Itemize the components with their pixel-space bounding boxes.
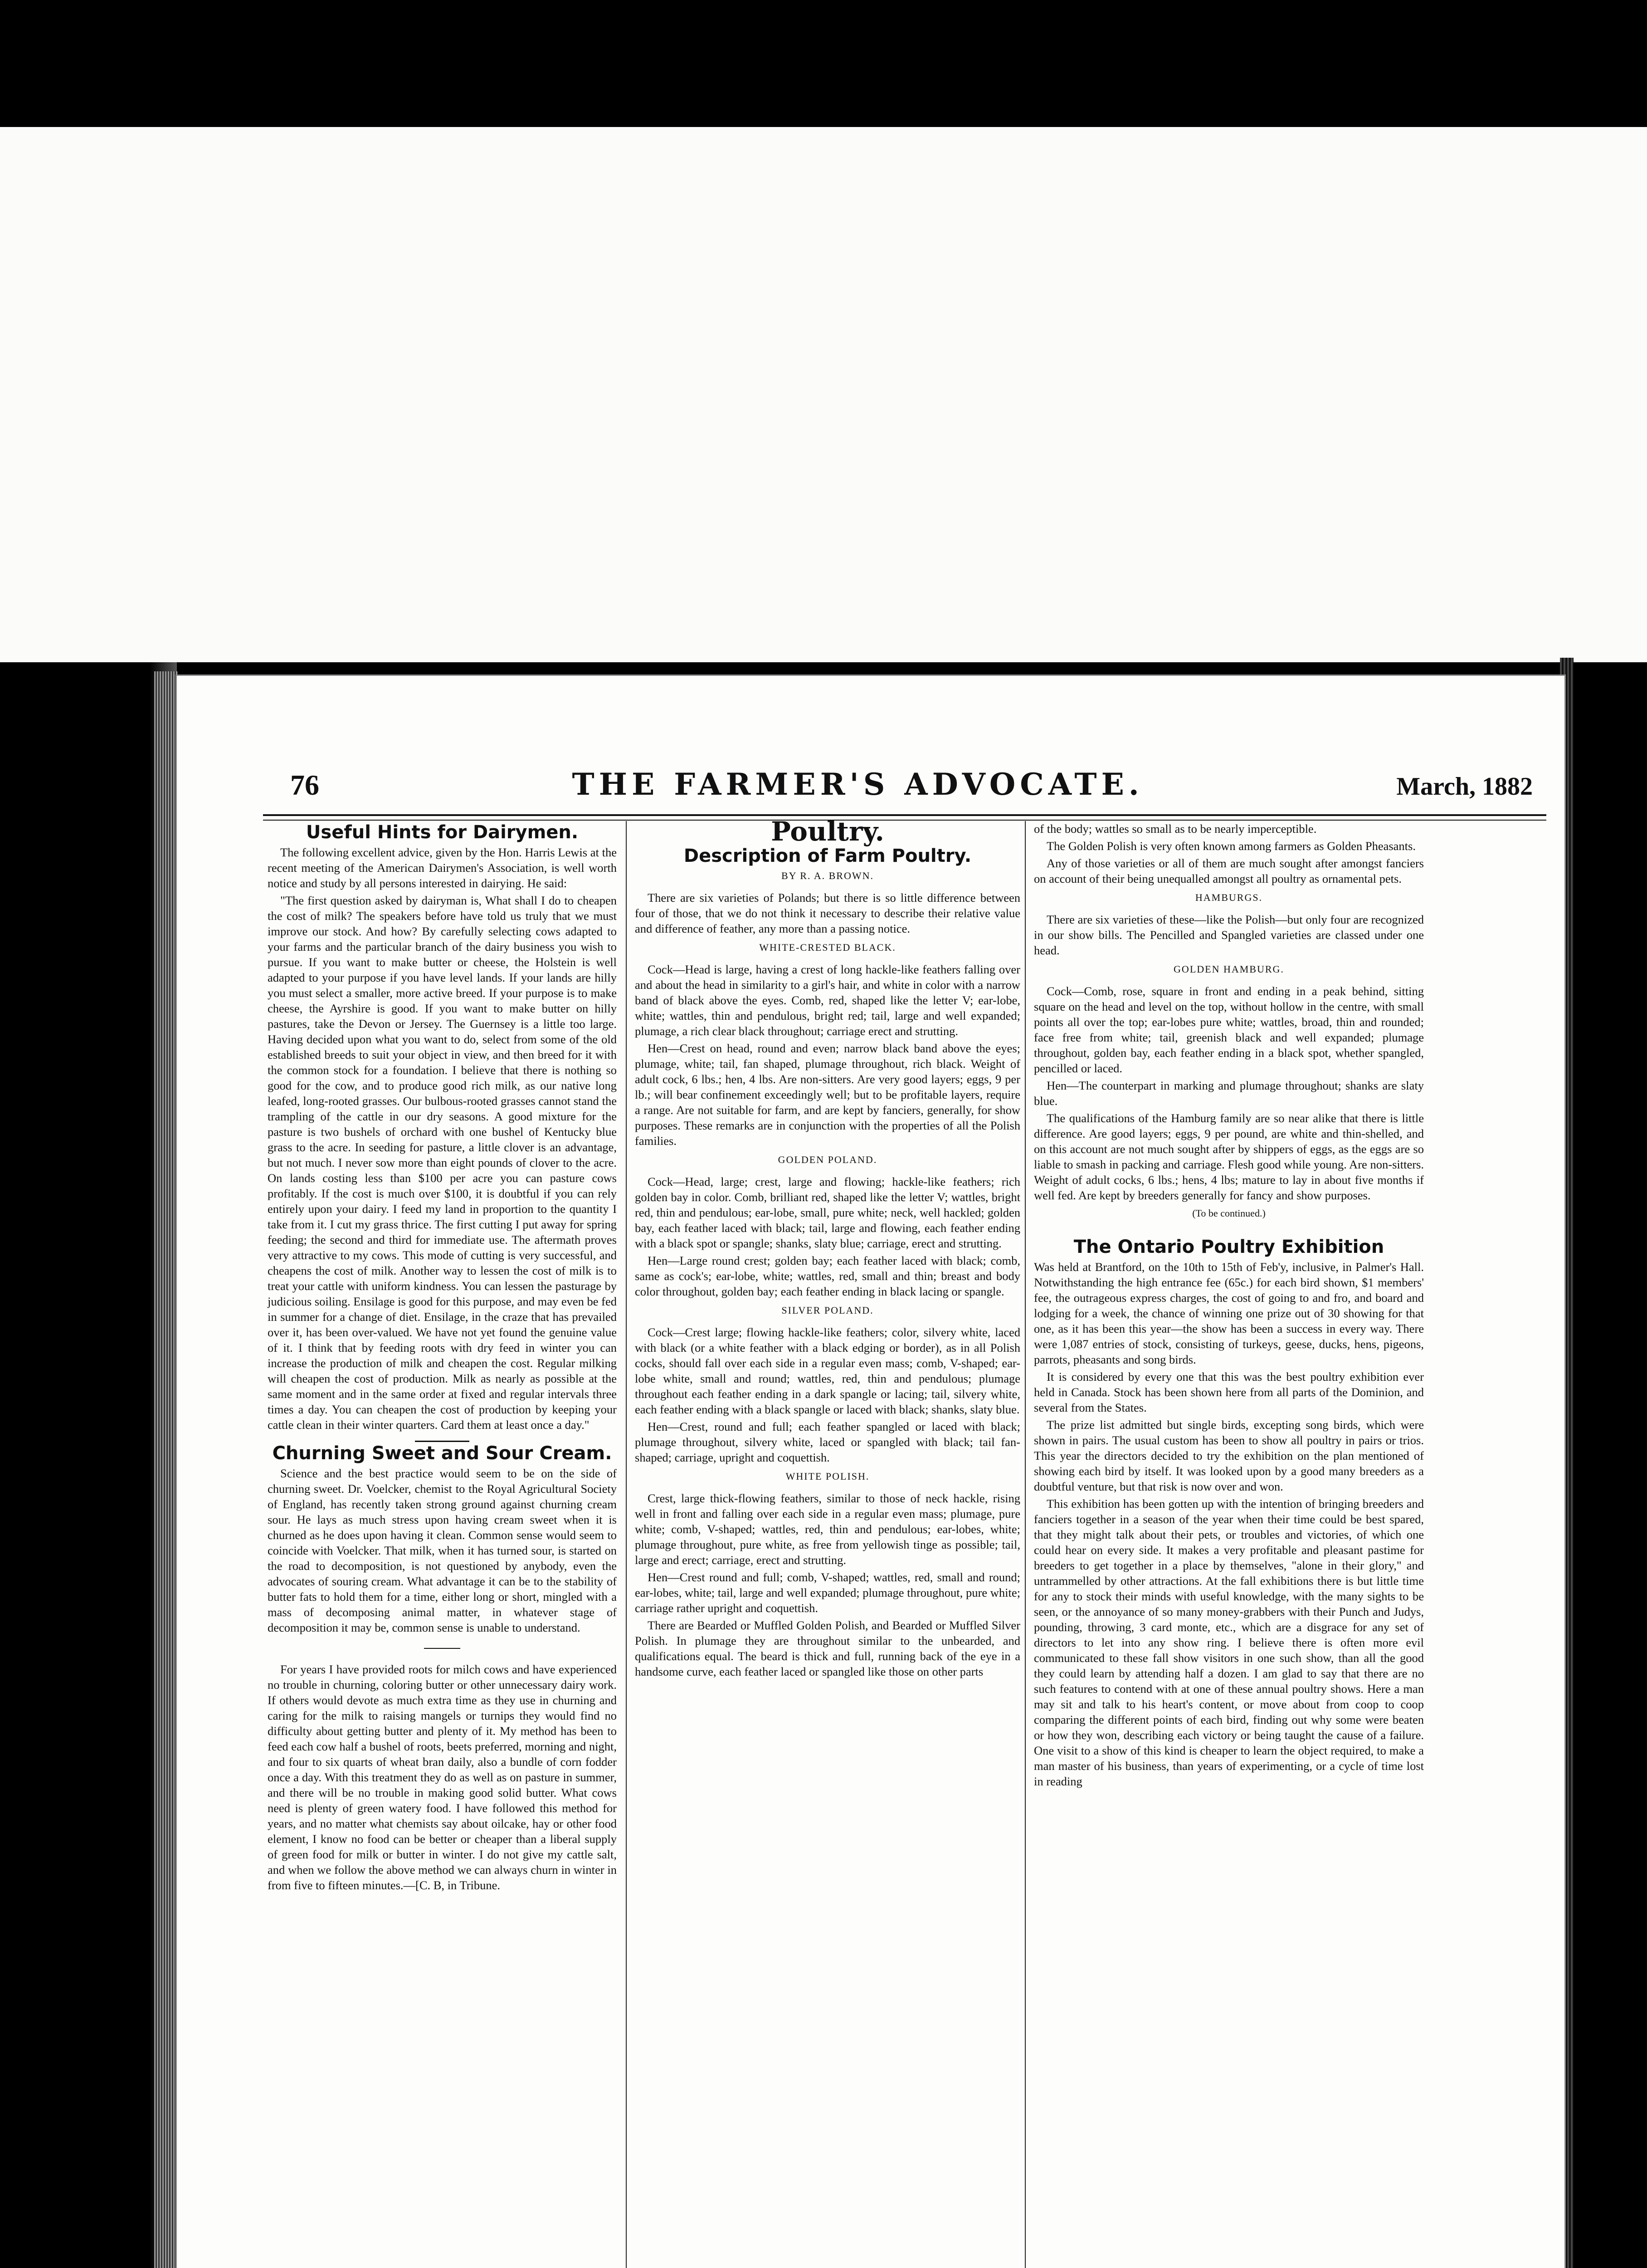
column-3 — [1034, 821, 1424, 1791]
scan-border-top — [0, 0, 1647, 127]
paragraph: Hen—Crest on head, round and even; narrow black band above the eyes; plumage, white; tail, fan shaped, plumage throughout, rich black. Weight of adult cock, 6 lbs.; hen, 4 lbs. Are non-sitters. Are very good layers; eggs, 9 per lb.; will bear confinement exceedingly well; but to be profitable layers, require a range. Are not suitable for farm, and are kept by fanciers, generally, for show purposes. These remarks are in conjunction with the properties of all the Polish families. — [635, 1041, 1020, 1148]
paragraph: Hen—Crest round and full; comb, V-shaped; wattles, red, small and round; ear-lobes, white; tail, large and well expanded; plumage throughout, pure white; carriage rather upright and coquettish. — [635, 1570, 1020, 1615]
paragraph: It is considered by every one that this was the best poultry exhibition ever held in Canada. Stock has been shown here from all parts of the Dominion, and several from the States. — [1034, 1370, 1424, 1414]
subheading: HAMBURGS. — [1195, 892, 1263, 903]
blank-flyleaf — [0, 127, 1647, 662]
continued-note: (To be continued.) — [1192, 1207, 1266, 1219]
paragraph: "The first question asked by dairyman is, What shall I do to cheapen the cost of milk? The speakers before have told us truly that we must improve our stock. And how? By carefully selecting cows adapted to your farms and the particular branch of the dairy business you wish to pursue. If you want to make butter or cheese, the Holstein is well adapted to your purpose if you have level lands. If your lands are hilly you must select a smaller, more active breed. If your purpose is to make cheese, the Ayrshire is good. If you want to make butter on hilly pastures, take the Devon or Jersey. The Guernsey is a little too large. Having decided upon what you want to do, select from some of the old established breeds to suit your object in view, and then breed for it with the common stock for a foundation. I believe that there is nothing so good for the cow, and to produce good rich milk, as our native long leafed, long-rooted grasses. Our bulbous-rooted grasses cannot stand the trampling of the cattle in our dry seasons. A good mixture for the pasture is two bushels of orchard with one bushel of Kentucky blue grass to the acre. In seeding for pasture, a little clover is an advantage, but not much. I never sow more than eight pounds of clover to the acre. On lands costing less than $100 per acre you can pasture cows profitably. If the cost is much over $100, it is doubtful if you can rely entirely upon your dairy. I feed my land in proportion to the quantity I take from it. I cut my grass thrice. The first cutting I put away for spring feeding; the second and third for immediate use. The aftermath proves very attractive to my cows. This mode of cutting is very successful, and cheapens the cost of milk. Another way to lessen the cost of milk is to treat your cattle with uniform kindness. You can lessen the pasturage by judicious soiling. Ensilage is good for this purpose, and may even be fed in summer for a change of diet. Ensilage, in the craze that has prevailed over it, has been over-valued. We have not yet found the genuine value of it. I think that by feeding roots with dry feed in winter you can increase the production of milk and cheapen the cost. Regular milking will cheapen the cost of production. Milk as nearly as possible at the same moment and in the same order at fixed and regular intervals three times a day. You can cheapen the cost of production by keeping your cattle clean in their winter quarters. Card them at least once a day." — [268, 894, 617, 1432]
subheading: WHITE-CRESTED BLACK. — [759, 942, 896, 953]
paragraph: There are six varieties of these—like the Polish—but only four are recognized in our show bills. The Pencilled and Spangled varieties are classed under one head. — [1034, 913, 1424, 957]
paragraph: There are Bearded or Muffled Golden Polish, and Bearded or Muffled Silver Polish. In plumage they are throughout similar to the unbearded, and qualifications equal. The beard is thick and full, running back of the eye in a handsome curve, each feather laced or spangled like those on other parts — [635, 1618, 1020, 1678]
paragraph: There are six varieties of Polands; but there is so little difference between four of those, that we do not think it necessary to describe their relative value and difference of feather, any more than a passing notice. — [635, 891, 1020, 935]
byline: BY R. A. BROWN. — [781, 870, 874, 881]
paragraph: Hen—The counterpart in marking and plumage throughout; shanks are slaty blue. — [1034, 1079, 1424, 1108]
issue-date: March, 1882 — [1396, 772, 1533, 801]
paragraph: The following excellent advice, given by the Hon. Harris Lewis at the recent meeting of the American Dairymen's Association, is well worth notice and study by all persons interested in dairying. He said: — [268, 846, 617, 890]
column-2 — [635, 816, 1020, 1681]
paragraph: The qualifications of the Hamburg family are so near alike that there is little difference. Are good layers; eggs, 9 per pound, are white and thin-shelled, and on this account are not much sought after by shippers of eggs, as the eggs are so liable to smash in packing and carriage. Flesh good while young. Are non-sitters. Weight of adult cocks, 6 lbs.; hens, 4 lbs; mature to lay in about five months if well fed. Are kept by breeders generally for fancy and show purposes. — [1034, 1111, 1424, 1202]
paragraph: The prize list admitted but single birds, excepting song birds, which were shown in pairs. The usual custom has been to show all poultry in pairs or trios. This year the directors decided to try the exhibition on the plan mentioned of showing each bird by itself. It was looked upon by a good many breeders as a doubtful venture, but that risk is now over and won. — [1034, 1418, 1424, 1493]
column-divider — [1025, 821, 1026, 2268]
subheading: SILVER POLAND. — [781, 1305, 874, 1316]
subheading: GOLDEN POLAND. — [778, 1154, 877, 1165]
divider — [424, 1648, 460, 1649]
section-title: Poultry. — [771, 816, 884, 847]
paragraph: Cock—Head, large; crest, large and flowing; hackle-like feathers; rich golden bay in color. Comb, brilliant red, shaped like the letter V; wattles, bright red, thin and pendulous; ear-lobe, small, pure white; neck, well hackled; golden bay, each feather laced with black; tail, large and flowing, each feather ending with a black spot or spangle; shanks, slaty blue; carriage, erect and strutting. — [635, 1175, 1020, 1250]
subheading: WHITE POLISH. — [785, 1471, 870, 1482]
divider — [415, 1441, 469, 1442]
paragraph: Hen—Crest, round and full; each feather spangled or laced with black; plumage throughout, silvery white, laced or spangled with black; tail fan-shaped; carriage, upright and coquettish. — [635, 1420, 1020, 1464]
paragraph: Cock—Crest large; flowing hackle-like feathers; color, silvery white, laced with black (or a white feather with a black edging or border), as in all Polish cocks, should fall over each side in a regular even mass; comb, V-shaped; ear-lobe white, small and round; wattles, red, thin and pendulous; plumage throughout each feather ending in a dark spangle or lacing; tail, silvery white, each feather ending with a black spangle or laced with black; shanks, slaty blue. — [635, 1325, 1020, 1416]
paragraph: The Golden Polish is very often known among farmers as Golden Pheasants. — [1047, 839, 1416, 853]
binding-edge — [154, 671, 178, 2268]
paragraph: Cock—Head is large, having a crest of long hackle-like feathers falling over and about the head in similarity to a girl's hair, and white in color with a narrow band of black above the eyes. Comb, red, shaped like the letter V; ear-lobe, white; wattles, thin and pendulous, bright red; tail, large and well expanded; plumage, a rich clear black throughout; carriage erect and strutting. — [635, 963, 1020, 1038]
column-1 — [268, 821, 617, 1895]
article-title: Description of Farm Poultry. — [683, 846, 972, 866]
article-title: Useful Hints for Dairymen. — [306, 822, 579, 843]
newspaper-page — [177, 676, 1564, 2268]
article-title: Churning Sweet and Sour Cream. — [272, 1443, 612, 1464]
page-number: 76 — [290, 769, 319, 801]
paragraph: of the body; wattles so small as to be nearly imperceptible. — [1034, 822, 1317, 836]
article-title: The Ontario Poultry Exhibition — [1073, 1237, 1384, 1257]
page-header — [290, 767, 1533, 807]
paragraph: This exhibition has been gotten up with the intention of bringing breeders and fanciers together in a season of the year when their time could be best spared, that they might talk about their pets, or troubles and victories, of which one could hear on every side. It makes a very profitable and pleasant pastime for breeders to get together in a place by themselves, "alone in their glory," and untrammelled by other attractions. At the fall exhibitions there is but little time for any to stock their minds with useful knowledge, with the many sights to be seen, or the annoyance of so many money-grabbers with their Punch and Judys, pounding, throwing, 3 card monte, etc., which are a disgrace for any set of directors to let into any show ring. I believe there is often more evil communicated to these fall show visitors in one such show, than all the good they could learn by attending half a dozen. I am glad to say that there are no such features to contend with at one of these annual poultry shows. Here a man may sit and talk to his heart's content, or move about from coop to coop comparing the different points of each bird, finding out why some were beaten or how they won, describing each victory or being taught the cause of a failure. One visit to a show of this kind is cheaper to learn the object required, to make a man master of his business, than years of experimenting, or a cycle of time lost in reading — [1034, 1497, 1424, 1788]
paragraph: For years I have provided roots for milch cows and have experienced no trouble in churning, coloring butter or other unnecessary dairy work. If others would devote as much extra time as they use in churning and caring for the milk to raising mangels or turnips they would find no difficulty about getting butter and plenty of it. My method has been to feed each cow half a bushel of roots, beets preferred, morning and night, and four to six quarts of wheat bran daily, also a bundle of corn fodder once a day. With this treatment they do as well as on pasture in summer, and there will be no trouble in making good solid butter. What cows need is plenty of green watery food. I have followed this method for years, and no matter what chemists say about oilcake, hay or other food element, I know no food can be better or cheaper than a liberal supply of green food for milk or butter in winter. I do not give my cattle salt, and when we follow the above method we can always churn in winter in from five to fifteen minutes.—[C. B, in Tribune. — [268, 1662, 617, 1892]
masthead: THE FARMER'S ADVOCATE. — [572, 767, 1144, 802]
paragraph: Cock—Comb, rose, square in front and ending in a peak behind, sitting square on the head and level on the top, without hollow in the centre, with small points all over the top; ear-lobes pure white; wattles, broad, thin and rounded; face free from white; tail, greenish black and well expanded; plumage throughout, golden bay, each feather ending in a black spot, whether spangled, pencilled or laced. — [1034, 984, 1424, 1075]
subheading: GOLDEN HAMBURG. — [1174, 963, 1284, 975]
paragraph: Any of those varieties or all of them are much sought after amongst fanciers on account of their being unequalled amongst all poultry as ornamental pets. — [1034, 856, 1424, 885]
paragraph: Hen—Large round crest; golden bay; each feather laced with black; comb, same as cock's; ear-lobe, white; wattles, red, small and thin; breast and body color throughout, golden bay; each feather ending in black lacing or spangle. — [635, 1254, 1020, 1298]
paragraph: Crest, large thick-flowing feathers, similar to those of neck hackle, rising well in front and falling over each side in a regular even mass; plumage, pure white; comb, V-shaped; wattles, red, thin and pendulous; ear-lobes, white; plumage throughout, pure white, as free from yellowish tinge as possible; tail, large and erect; carriage, erect and strutting. — [635, 1491, 1020, 1567]
paragraph: Was held at Brantford, on the 10th to 15th of Feb'y, inclusive, in Palmer's Hall. Notwithstanding the high entrance fee (65c.) for each bird shown, $1 members' fee, the outrageous express charges, the cost of going to and fro, and board and lodging for a week, the chance of winning one prize out of 30 showing for that one, as it has been this year—the show has been a success in every way. There were 1,087 entries of stock, consisting of turkeys, geese, ducks, hens, pigeons, parrots, pheasants and song birds. — [1034, 1260, 1424, 1366]
paragraph: Science and the best practice would seem to be on the side of churning sweet. Dr. Voelcker, chemist to the Royal Agricultural Society of England, has recently taken strong ground against churning cream sour. He lays as much stress upon having cream sweet when it is churned as he does upon having it clean. Common sense would seem to coincide with Voelcker. That milk, when it has turned sour, is started on the road to decomposition, is not questioned by anybody, even the advocates of souring cream. What advantage it can be to the stability of butter fats to hold them for a time, either long or short, mingled with a mass of decomposing animal matter, in whatever stage of decomposition it may be, common sense is unable to understand. — [268, 1466, 617, 1634]
column-divider — [626, 821, 627, 2268]
header-rule — [263, 814, 1546, 821]
